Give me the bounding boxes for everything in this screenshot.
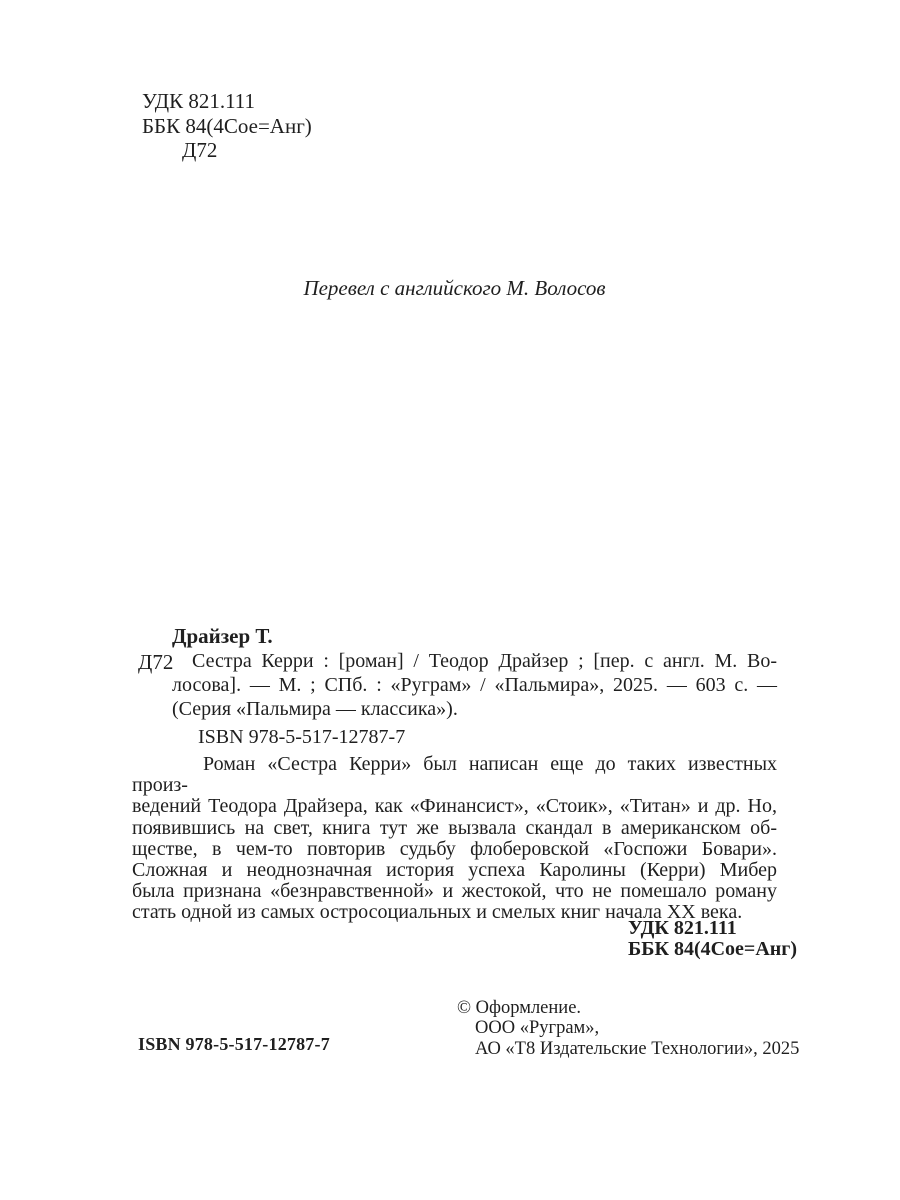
isbn-footer: ISBN 978-5-517-12787-7 xyxy=(138,1034,330,1054)
annotation-paragraph xyxy=(132,754,777,924)
top-classification-block xyxy=(142,89,312,163)
translator-credit: Перевел с английского М. Волосов xyxy=(303,276,606,300)
record-line: Сестра Керри : [роман] / Теодор Драйзер ; [пер. с англ. М. Во- xyxy=(192,650,777,672)
udk-code-bottom: УДК 821.111 xyxy=(628,917,737,939)
record-line: лосова]. — М. ; СПб. : «Руграм» / «Пальмира», 2025. — 603 с. — xyxy=(172,674,777,696)
annotation-line: была признана «безнравственной» и жестокой, что не помешало роману xyxy=(132,880,777,903)
bbk-code-bottom: ББК 84(4Сое=Анг) xyxy=(628,937,798,960)
copyright-block xyxy=(457,998,799,1059)
author-sign-top: Д72 xyxy=(182,138,218,162)
udk-code-top: УДК 821.111 xyxy=(142,89,256,113)
annotation-line: стать одной из самых остросоциальных и смелых книг начала XX века. xyxy=(132,901,743,924)
catalog-card-author-sign: Д72 xyxy=(138,650,174,674)
catalog-card-isbn: ISBN 978-5-517-12787-7 xyxy=(198,726,406,748)
record-line: (Серия «Пальмира — классика»). xyxy=(172,698,458,720)
bottom-classification-block xyxy=(628,918,797,959)
catalog-card-author: Драйзер Т. xyxy=(172,624,273,648)
annotation-line: ведений Теодора Драйзера, как «Финансист», «Стоик», «Титан» и др. Но, xyxy=(132,795,777,818)
copyright-line-printer: АО «Т8 Издательские Технологии», 2025 xyxy=(475,1038,800,1059)
annotation-line: Роман «Сестра Керри» был написан еще до таких известных произ- xyxy=(132,753,777,797)
annotation-line: Сложная и неоднозначная история успеха Каролины (Керри) Мибер xyxy=(132,859,777,882)
catalog-card-record xyxy=(172,649,777,721)
annotation-line: появившись на свет, книга тут же вызвала скандал в американском об- xyxy=(132,816,777,839)
annotation-line: ществе, в чем-то повторив судьбу флоберовской «Госпожи Бовари». xyxy=(132,837,777,860)
bbk-code-top: ББК 84(4Сое=Анг) xyxy=(142,113,312,138)
copyright-line-design: © Оформление. xyxy=(457,998,582,1018)
copyright-line-publisher: ООО «Руграм», xyxy=(475,1018,600,1039)
